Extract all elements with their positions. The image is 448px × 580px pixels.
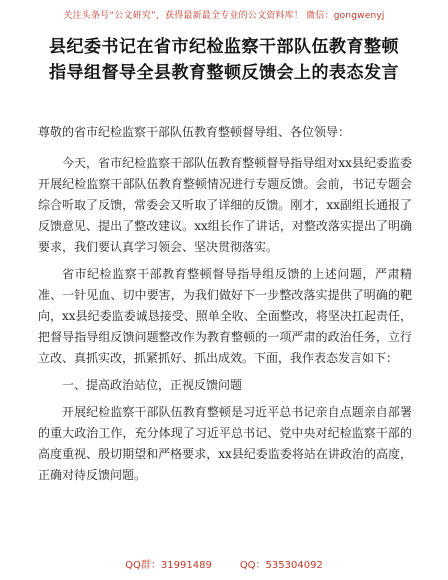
body-paragraph-2: 省市纪检监察干部教育整顿督导指导组反馈的上述问题，严肃精准、一针见血、切中要害，为我们做好下一步整改落实提供了明确的靶向，xx县纪委监委诚恳接受、照单全收、全面整改，将坚决扛起责任，把督导指导组反馈问题整改作为教育整顿的一项严肃的政治任务，立行立改、真抓实改，抓紧抓好、抓出成效。下面，我作表态发言如下： (38, 267, 412, 365)
section-paragraph: 开展纪检监察干部队伍教育整顿是习近平总书记亲自点题亲自部署的重大政治工作，充分体现了习近平总书记、党中央对纪检监察干部的高度重视、殷切期望和严格要求，xx县纪委监委将站在讲政治的高度，正确对待反馈问题。 (38, 405, 412, 482)
salutation: 尊敬的省市纪检监察干部队伍教育整顿督导组、各位领导： (38, 125, 351, 139)
body-paragraph-1: 今天，省市纪检监察干部队伍教育整顿督导指导组对xx县纪委监委开展纪检监察干部队伍教育整顿情况进行专题反馈。会前，书记专题会综合听取了反馈，常委会又听取了详细的反馈。刚才，xx副组长通报了反馈意见、提出了整改建议。xx组长作了讲话，对整改落实提出了明确要求，我们要认真学习领会、坚决贯彻落实。 (38, 156, 412, 254)
footer-qq: QQ：535304092 (239, 560, 323, 571)
footer-contact (0, 556, 448, 571)
footer-qq-group: QQ群：31991489 (125, 560, 212, 571)
document-title-line-2: 指导组督导全县教育整顿反馈会上的表态发言 (49, 63, 399, 83)
header-notice: 关注头条号“公文研究”，获得最新最全专业的公文资料库！ 微信：gongwenyj (63, 11, 385, 21)
document-body (38, 122, 412, 492)
document-title-line-1: 县纪委书记在省市纪检监察干部队伍教育整顿 (49, 37, 399, 57)
document-title (0, 34, 448, 86)
section-heading: 一、提高政治站位，正视反馈问题 (62, 378, 243, 392)
